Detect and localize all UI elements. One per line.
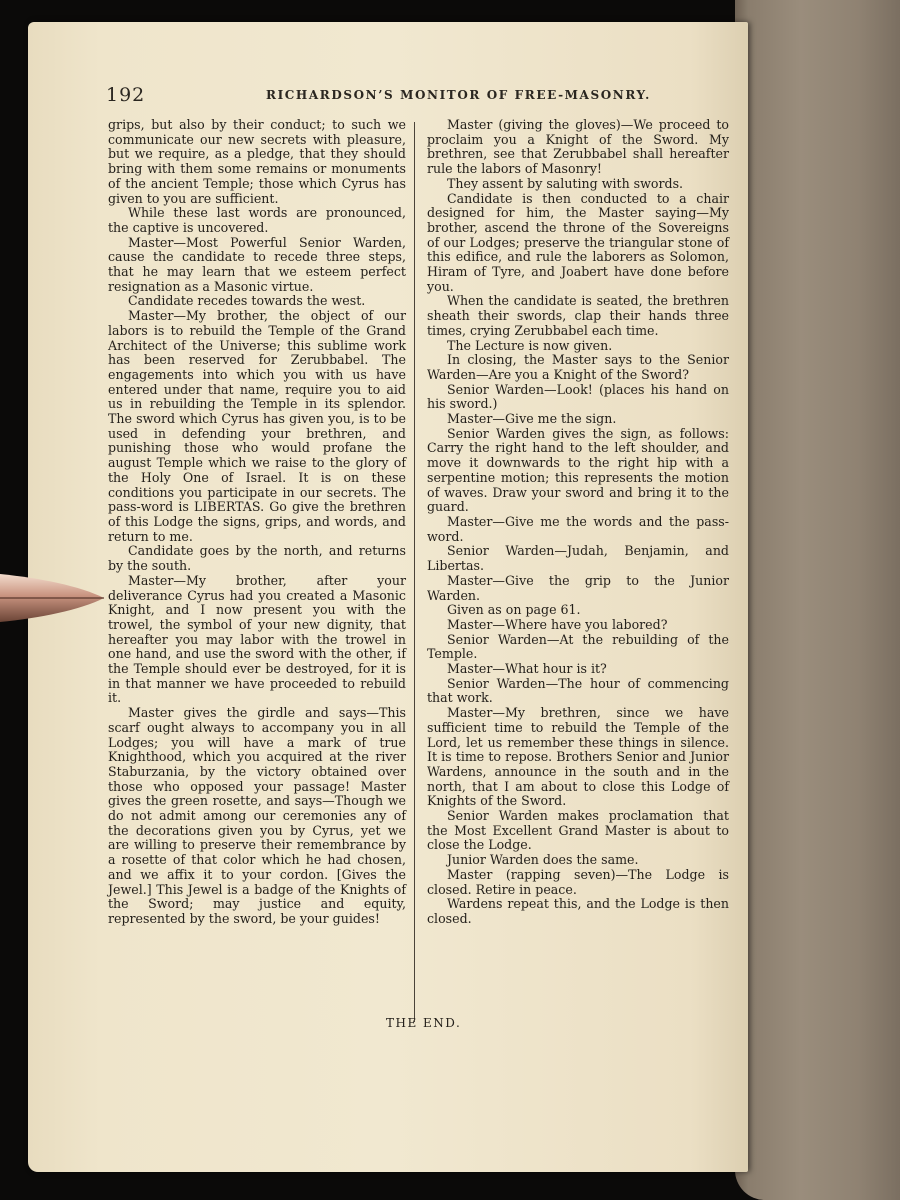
running-title: RICHARDSON’S MONITOR OF FREE-MASONRY. xyxy=(266,88,651,102)
paragraph: Master—My brethren, since we have sufficient time to rebuild the Temple of the Lord, let us remember these things in silence. It is time to repose. Brothers Senior and Junior Wardens, announce in the south and in the north, that I am about to close this Lodge of Knights of the Sword. xyxy=(427,705,729,809)
left-column xyxy=(108,118,406,927)
paragraph: Senior Warden—Look! (places his hand on his sword.) xyxy=(427,381,729,412)
paragraph: Master—What hour is it? xyxy=(447,661,607,677)
book-fore-edge xyxy=(735,0,900,1200)
paragraph: Senior Warden gives the sign, as follows: Carry the right hand to the left shoulder, and move it downwards to the right hip with a serpentine motion; this represents the motion of waves. Draw your sword and bring it to the guard. xyxy=(427,425,729,515)
paragraph: grips, but also by their conduct; to such we communicate our new secrets with pleasure, but we require, as a pledge, that they should bring with them some remains or monuments of the ancient Temple; those which Cyrus has given to you are sufficient. xyxy=(108,117,406,206)
paragraph: Candidate goes by the north, and returns by the south. xyxy=(108,543,406,574)
paragraph: Junior Warden does the same. xyxy=(447,852,639,868)
paragraph: In closing, the Master says to the Senior Warden—Are you a Knight of the Sword? xyxy=(427,352,729,382)
paragraph: Senior Warden makes proclamation that the Most Excellent Grand Master is about to close the Lodge. xyxy=(427,808,729,853)
paragraph: The Lecture is now given. xyxy=(447,337,613,353)
paragraph: Master—My brother, the object of our labors is to rebuild the Temple of the Grand Architect of the Universe; this sublime work has been reserved for Zerubbabel. The engagements into which you with us have entered under that name, require you to aid us in rebuilding the Temple in its splendor. The sword which Cyrus has given you, is to be used in defending your brethren, and punishing those who would profane the august Temple which we raise to the glory of the Holy One of Israel. It is on these conditions you participate in our secrets. The pass-word is LIBERTAS. Go give the brethren of this Lodge the signs, grips, and words, and return to me. xyxy=(108,308,406,544)
paragraph: They assent by saluting with swords. xyxy=(447,175,684,191)
paragraph: Master gives the girdle and says—This scarf ought always to accompany you in all Lodges; you will have a mark of true Knighthood, which you acquired at the river Staburzania, by the victory obtained over those who opposed your passage! Master gives the green rosette, and says—Though we do not admit among our ceremonies any of the decorations given you by Cyrus, yet we are willing to preserve their remembrance by a rosette of that color which he had chosen, and we affix it to your cordon. [Gives the Jewel.] This Jewel is a badge of the Knights of the Sword; may justice and equity, represented by the sword, be your guides! xyxy=(108,705,406,926)
paragraph: When the candidate is seated, the brethren sheath their swords, clap their hands three times, crying Zerubbabel each time. xyxy=(427,293,729,338)
column-divider xyxy=(414,122,415,1022)
paragraph: While these last words are pronounced, the captive is uncovered. xyxy=(108,205,406,235)
book-page xyxy=(28,22,748,1172)
paragraph: Candidate is then conducted to a chair designed for him, the Master saying—My brother, ascend the throne of the Sovereigns of our Lodges; preserve the triangular stone of this edifice, and rule the laborers as Solomon, Hiram of Tyre, and Joabert have done before you. xyxy=(427,190,729,294)
paragraph: Master—Give me the sign. xyxy=(447,411,617,427)
page-pointer-icon xyxy=(0,568,104,628)
the-end-label: THE END. xyxy=(386,1016,462,1030)
paragraph: Master—Give me the words and the pass-word. xyxy=(427,513,729,544)
paragraph: Master—Give the grip to the Junior Warden. xyxy=(427,572,729,603)
paragraph: Candidate recedes towards the west. xyxy=(128,293,366,309)
page-number: 192 xyxy=(106,84,146,106)
paragraph: Senior Warden—Judah, Benjamin, and Libertas. xyxy=(427,543,729,574)
paragraph: Given as on page 61. xyxy=(447,602,581,618)
paragraph: Master—Most Powerful Senior Warden, cause the candidate to recede three steps, that he may learn that we esteem perfect resignation as a Masonic virtue. xyxy=(108,234,406,294)
paragraph: Senior Warden—The hour of commencing that work. xyxy=(427,675,729,706)
paragraph: Master—Where have you labored? xyxy=(447,616,668,632)
paragraph: Wardens repeat this, and the Lodge is then closed. xyxy=(427,896,729,926)
paragraph: Senior Warden—At the rebuilding of the Temple. xyxy=(427,631,729,662)
paragraph: Master (rapping seven)—The Lodge is closed. Retire in peace. xyxy=(427,866,729,897)
right-column xyxy=(427,118,729,927)
paragraph: Master (giving the gloves)—We proceed to proclaim you a Knight of the Sword. My brethren, see that Zerubbabel shall hereafter rule the labors of Masonry! xyxy=(427,117,729,177)
paragraph: Master—My brother, after your deliverance Cyrus had you created a Masonic Knight, and I now present you with the trowel, the symbol of your new dignity, that hereafter you may labor with the trowel in one hand, and use the sword with the other, if the Temple should ever be destroyed, for it is in that manner we have proceeded to rebuild it. xyxy=(108,572,406,706)
page-header xyxy=(106,84,746,114)
